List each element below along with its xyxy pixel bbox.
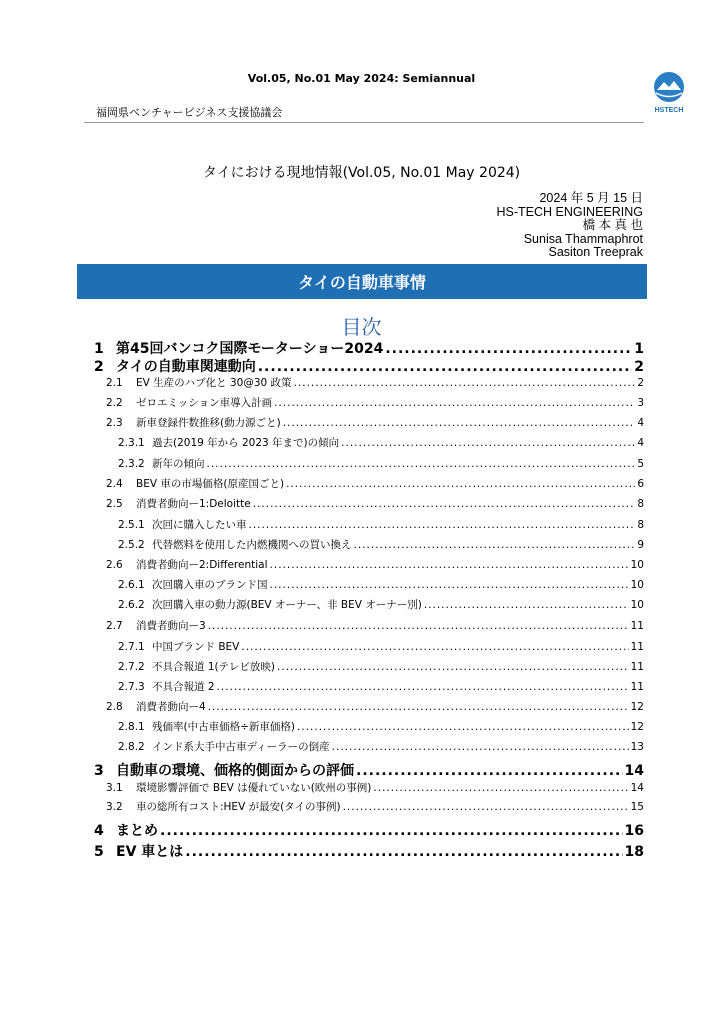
toc-entry-title: 不具合報道 1(テレビ放映) (152, 661, 276, 673)
toc-entry-number: 2.8.2 (118, 741, 145, 753)
toc-entry-number: 2.6.1 (118, 579, 145, 591)
toc-entry[interactable] (118, 719, 644, 734)
toc-entry-number: 2.5 (106, 498, 123, 510)
toc-entry-title: 次回購入車の動力源(BEV オーナー、非 BEV オーナー別) (152, 599, 422, 611)
toc-entry-number: 2.7.2 (118, 661, 145, 673)
toc-entry-title: インド系大手中古車ディーラーの倒産 (152, 741, 330, 753)
toc-entry-page: 2 (637, 377, 644, 389)
toc-entry-page: 3 (637, 397, 644, 409)
toc-entry[interactable] (94, 820, 644, 840)
toc-entry[interactable] (106, 415, 644, 430)
toc-entry-page: 18 (624, 844, 644, 860)
toc-entry-number: 2.6.2 (118, 599, 145, 611)
toc-entry-page: 14 (624, 763, 644, 779)
hstech-logo-icon (650, 70, 688, 116)
toc-entry-title: EV 車とは (116, 844, 184, 860)
toc-entry-page: 6 (637, 478, 644, 490)
toc-entry-number: 2 (94, 359, 104, 375)
issue-line: Vol.05, No.01 May 2024: Semiannual (247, 72, 476, 85)
toc-entry[interactable] (118, 577, 644, 592)
toc-entry-number: 2.7.1 (118, 641, 145, 653)
toc-entry-number: 5 (94, 844, 104, 860)
toc-entry-title: 新車登録件数推移(動力源ごと) (136, 417, 281, 429)
toc-entry-title: 過去(2019 年から 2023 年まで)の傾向 (152, 437, 340, 449)
toc-leader-dots (373, 782, 628, 794)
toc-entry-page: 10 (630, 599, 644, 611)
toc-entry-page: 8 (637, 519, 644, 531)
section-banner: タイの自動車事情 (77, 264, 647, 299)
toc-leader-dots (253, 498, 636, 510)
hstech-logo (650, 70, 688, 116)
toc-leader-dots (356, 763, 623, 779)
date: 2024 年 5 月 15 日 (539, 191, 643, 205)
toc-leader-dots (207, 458, 636, 470)
document-meta (496, 192, 643, 260)
organization-name: 福岡県ベンチャービジネス支援協議会 (96, 106, 283, 119)
toc-leader-dots (249, 519, 636, 531)
header-divider (84, 122, 644, 123)
toc-entry-page: 4 (637, 417, 644, 429)
toc-entry[interactable] (106, 780, 644, 795)
toc-entry[interactable] (106, 476, 644, 491)
toc-entry-page: 15 (630, 801, 644, 813)
toc-entry-page: 10 (630, 579, 644, 591)
toc-leader-dots (208, 701, 629, 713)
toc-entry[interactable] (94, 841, 644, 861)
logo-text: HSTECH (654, 107, 684, 114)
author: Sunisa Thammaphrot (523, 231, 643, 246)
toc-leader-dots (283, 417, 636, 429)
toc-entry[interactable] (118, 517, 644, 532)
toc-leader-dots (277, 661, 629, 673)
toc-entry-number: 2.3.1 (118, 437, 145, 449)
toc-entry-page: 14 (630, 782, 644, 794)
toc-entry[interactable] (118, 597, 644, 612)
document-title: タイにおける現地情報(Vol.05, No.01 May 2024) (202, 165, 521, 181)
toc-entry[interactable] (94, 760, 644, 780)
toc-entry[interactable] (106, 699, 644, 714)
toc-leader-dots (160, 823, 623, 839)
toc-entry-title: 新年の傾向 (152, 458, 205, 470)
toc-entry-number: 4 (94, 823, 104, 839)
author: 橋 本 真 也 (582, 218, 643, 232)
toc-entry[interactable] (106, 618, 644, 633)
toc-leader-dots (208, 620, 629, 632)
toc-entry-number: 3 (94, 763, 104, 779)
toc-leader-dots (185, 844, 622, 860)
toc-leader-dots (270, 579, 629, 591)
toc-entry-title: 環境影響評価で BEV は優れていない(欧州の事例) (136, 782, 372, 794)
toc-entry-page: 12 (630, 701, 644, 713)
toc-entry-page: 2 (634, 359, 644, 375)
toc-entry-title: 消費者動向ー3 (136, 620, 206, 632)
toc-entry-page: 5 (637, 458, 644, 470)
author: Sasiton Treeprak (548, 245, 643, 259)
toc-entry-page: 8 (637, 498, 644, 510)
toc-entry[interactable] (106, 395, 644, 410)
toc-leader-dots (294, 377, 636, 389)
toc-entry-title: 消費者動向ー4 (136, 701, 206, 713)
toc-entry-number: 3.2 (106, 801, 123, 813)
toc-entry-number: 2.7.3 (118, 681, 145, 693)
toc-entry-title: タイの自動車関連動向 (116, 359, 256, 375)
toc-leader-dots (286, 478, 635, 490)
toc-entry-title: ゼロエミッション車導入計画 (136, 397, 273, 409)
toc-leader-dots (241, 641, 628, 653)
toc-entry-page: 12 (630, 721, 644, 733)
toc-entry-title: 次回購入車のブランド国 (152, 579, 268, 591)
toc-entry[interactable] (118, 639, 644, 654)
toc-entry[interactable] (118, 739, 644, 754)
toc-entry[interactable] (118, 679, 644, 694)
toc-entry-page: 13 (630, 741, 644, 753)
toc-leader-dots (341, 437, 635, 449)
toc-entry-number: 2.5.1 (118, 519, 145, 531)
toc-entry-page: 11 (630, 620, 644, 632)
toc-entry-page: 9 (637, 539, 644, 551)
toc-entry-number: 2.1 (106, 377, 123, 389)
toc-entry-title: 中国ブランド BEV (152, 641, 240, 653)
toc-entry-title: まとめ (116, 823, 158, 839)
toc-entry-title: BEV 車の市場価格(原産国ごと) (136, 478, 285, 490)
toc-leader-dots (385, 341, 632, 357)
toc-entry-title: 次回に購入したい車 (152, 519, 247, 531)
toc-leader-dots (217, 681, 629, 693)
toc-entry-number: 2.3.2 (118, 458, 145, 470)
toc-entry-page: 11 (630, 641, 644, 653)
toc-entry-number: 2.3 (106, 417, 123, 429)
toc-entry-page: 4 (637, 437, 644, 449)
toc-entry-page: 1 (634, 341, 644, 357)
toc-entry-number: 2.6 (106, 559, 123, 571)
toc-entry-number: 2.8 (106, 701, 123, 713)
toc-entry[interactable] (106, 375, 644, 390)
toc-entry[interactable] (118, 659, 644, 674)
toc-entry-number: 2.4 (106, 478, 123, 490)
toc-entry-title: 消費者動向ー1:Deloitte (136, 498, 251, 510)
toc-entry-page: 11 (630, 661, 644, 673)
toc-entry[interactable] (106, 557, 644, 572)
toc-entry-title: 不具合報道 2 (152, 681, 215, 693)
toc-entry-title: 残価率(中古車価格÷新車価格) (152, 721, 295, 733)
company: HS-TECH ENGINEERING (496, 204, 643, 219)
toc-entry-title: EV 生産のハブ化と 30@30 政策 (136, 377, 292, 389)
toc-entry[interactable] (106, 799, 644, 814)
toc-leader-dots (297, 721, 629, 733)
toc-entry-number: 2.7 (106, 620, 123, 632)
toc-entry-number: 2.8.1 (118, 721, 145, 733)
toc-leader-dots (354, 539, 636, 551)
toc-entry-number: 3.1 (106, 782, 123, 794)
toc-entry-page: 10 (630, 559, 644, 571)
toc-leader-dots (258, 359, 633, 375)
toc-leader-dots (270, 559, 629, 571)
toc-entry[interactable] (118, 456, 644, 471)
toc-leader-dots (274, 397, 635, 409)
toc-entry-title: 車の総所有コスト:HEV が最安(タイの事例) (136, 801, 341, 813)
toc-entry[interactable] (118, 435, 644, 450)
toc-leader-dots (343, 801, 629, 813)
toc-entry-title: 第45回バンコク国際モーターショー2024 (116, 341, 384, 357)
toc-entry-title: 消費者動向ー2:Differential (136, 559, 268, 571)
toc-entry[interactable] (94, 338, 644, 358)
toc-entry-page: 11 (630, 681, 644, 693)
toc-entry-number: 2.2 (106, 397, 123, 409)
toc-entry[interactable] (118, 537, 644, 552)
toc-leader-dots (332, 741, 629, 753)
toc-entry[interactable] (94, 356, 644, 376)
toc-entry-number: 2.5.2 (118, 539, 145, 551)
toc-entry-page: 16 (624, 823, 644, 839)
toc-entry-number: 1 (94, 341, 104, 357)
toc-entry-title: 自動車の環境、価格的側面からの評価 (116, 763, 354, 779)
toc-heading: 目次 (341, 315, 382, 339)
toc-leader-dots (424, 599, 629, 611)
toc-entry-title: 代替燃料を使用した内燃機関への買い換え (152, 539, 352, 551)
toc-entry[interactable] (106, 496, 644, 511)
